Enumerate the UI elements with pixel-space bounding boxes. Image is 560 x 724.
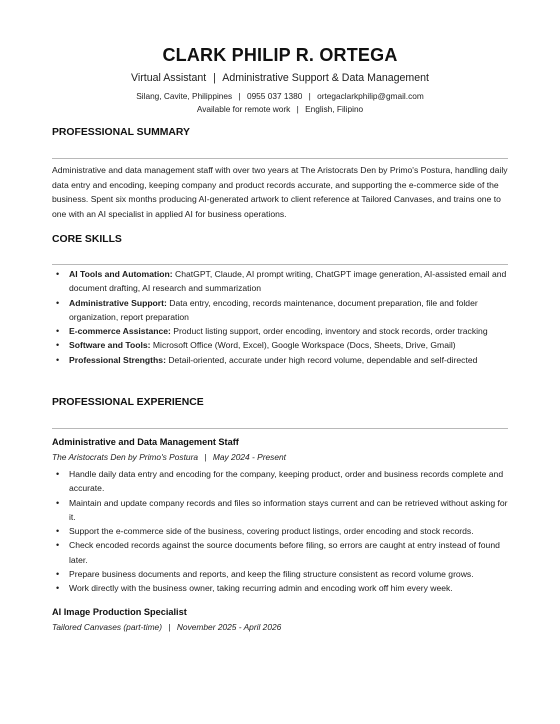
skill-text: ChatGPT, Claude, AI prompt writing, ChatGPT image generation, AI-assisted email and document drafting, AI research and summarization (69, 269, 507, 294)
section-divider (52, 264, 508, 265)
list-item: • Support the e-commerce side of the business, covering product listings, order encoding and stock records. (52, 524, 512, 538)
email: ortegaclarkphilip@gmail.com (317, 91, 424, 101)
candidate-name: CLARK PHILIP R. ORTEGA (162, 45, 398, 65)
experience-heading: PROFESSIONAL EXPERIENCE (52, 397, 204, 408)
availability-line (0, 104, 560, 114)
section-divider (52, 428, 508, 429)
job-dates: November 2025 - April 2026 (176, 622, 282, 632)
skill-label: Software and Tools: (69, 340, 151, 351)
headline-role: Virtual Assistant (131, 72, 207, 84)
list-item (52, 267, 512, 296)
job-meta (52, 622, 281, 632)
skill-label: Administrative Support: (69, 297, 167, 308)
list-item: • Check encoded records against the source documents before filing, so errors are caught at entry instead of found later. (52, 538, 512, 567)
availability: Available for remote work (196, 104, 291, 114)
separator: | (238, 91, 241, 101)
list-item: • Prepare business documents and reports, and keep the filing structure consistent as record volume grows. (52, 567, 512, 581)
list-item: • Maintain and update company records and files so information stays current and can be retrieved without asking for it. (52, 496, 512, 525)
skill-text: Data entry, encoding, records maintenance, document preparation, file and folder organization, report preparation (69, 297, 478, 322)
job-company: The Aristocrats Den by Primo's Postura (52, 452, 199, 462)
skill-label: Professional Strengths: (69, 354, 166, 365)
section-divider (52, 158, 508, 159)
skill-label: E-commerce Assistance: (69, 326, 171, 337)
separator: | (204, 452, 207, 462)
list-item: • Work directly with the business owner, taking recurring admin and encoding work off him every week. (52, 581, 512, 595)
phone: 0955 037 1380 (246, 91, 303, 101)
skills-list (52, 267, 512, 367)
job-duties (52, 467, 512, 596)
skill-text: Detail-oriented, accurate under high record volume, dependable and self-directed (165, 354, 478, 365)
summary-heading: PROFESSIONAL SUMMARY (52, 127, 190, 138)
separator: | (168, 622, 171, 632)
skills-heading: CORE SKILLS (52, 234, 122, 245)
list-item: • Handle daily data entry and encoding for the company, keeping product, order and business records complete and accurate. (52, 467, 512, 496)
skill-text: Microsoft Office (Word, Excel), Google Workspace (Docs, Sheets, Drive, Gmail) (150, 340, 456, 351)
headline (0, 72, 560, 84)
skill-label: AI Tools and Automation: (69, 269, 173, 279)
job-dates: May 2024 - Present (212, 452, 286, 462)
location: Silang, Cavite, Philippines (136, 91, 233, 101)
headline-focus: Administrative Support & Data Management (222, 72, 429, 84)
job-meta (52, 452, 286, 462)
separator: | (296, 104, 299, 114)
separator: | (308, 91, 311, 101)
separator: | (213, 72, 216, 84)
job-title: AI Image Production Specialist (52, 607, 187, 617)
summary-text: Administrative and data management staff with over two years at The Aristocrats Den by Primo's Postura, handling daily data entry and encoding, keeping company and product records accurate, and supporting the e-commerce side of the business. Spent six months producing AI-generated artwork to client reference at Tailored Canvases, and trains one to one with an AI specialist in applied AI for business operations. (52, 165, 508, 219)
list-item (52, 324, 512, 338)
list-item (52, 353, 512, 367)
job-company: Tailored Canvases (part-time) (52, 622, 163, 632)
list-item (52, 338, 512, 352)
skill-text: Product listing support, order encoding, inventory and stock records, order tracking (170, 326, 488, 337)
languages: English, Filipino (305, 104, 364, 114)
contact-line (0, 91, 560, 101)
list-item (52, 296, 512, 325)
job-title: Administrative and Data Management Staff (52, 437, 239, 447)
